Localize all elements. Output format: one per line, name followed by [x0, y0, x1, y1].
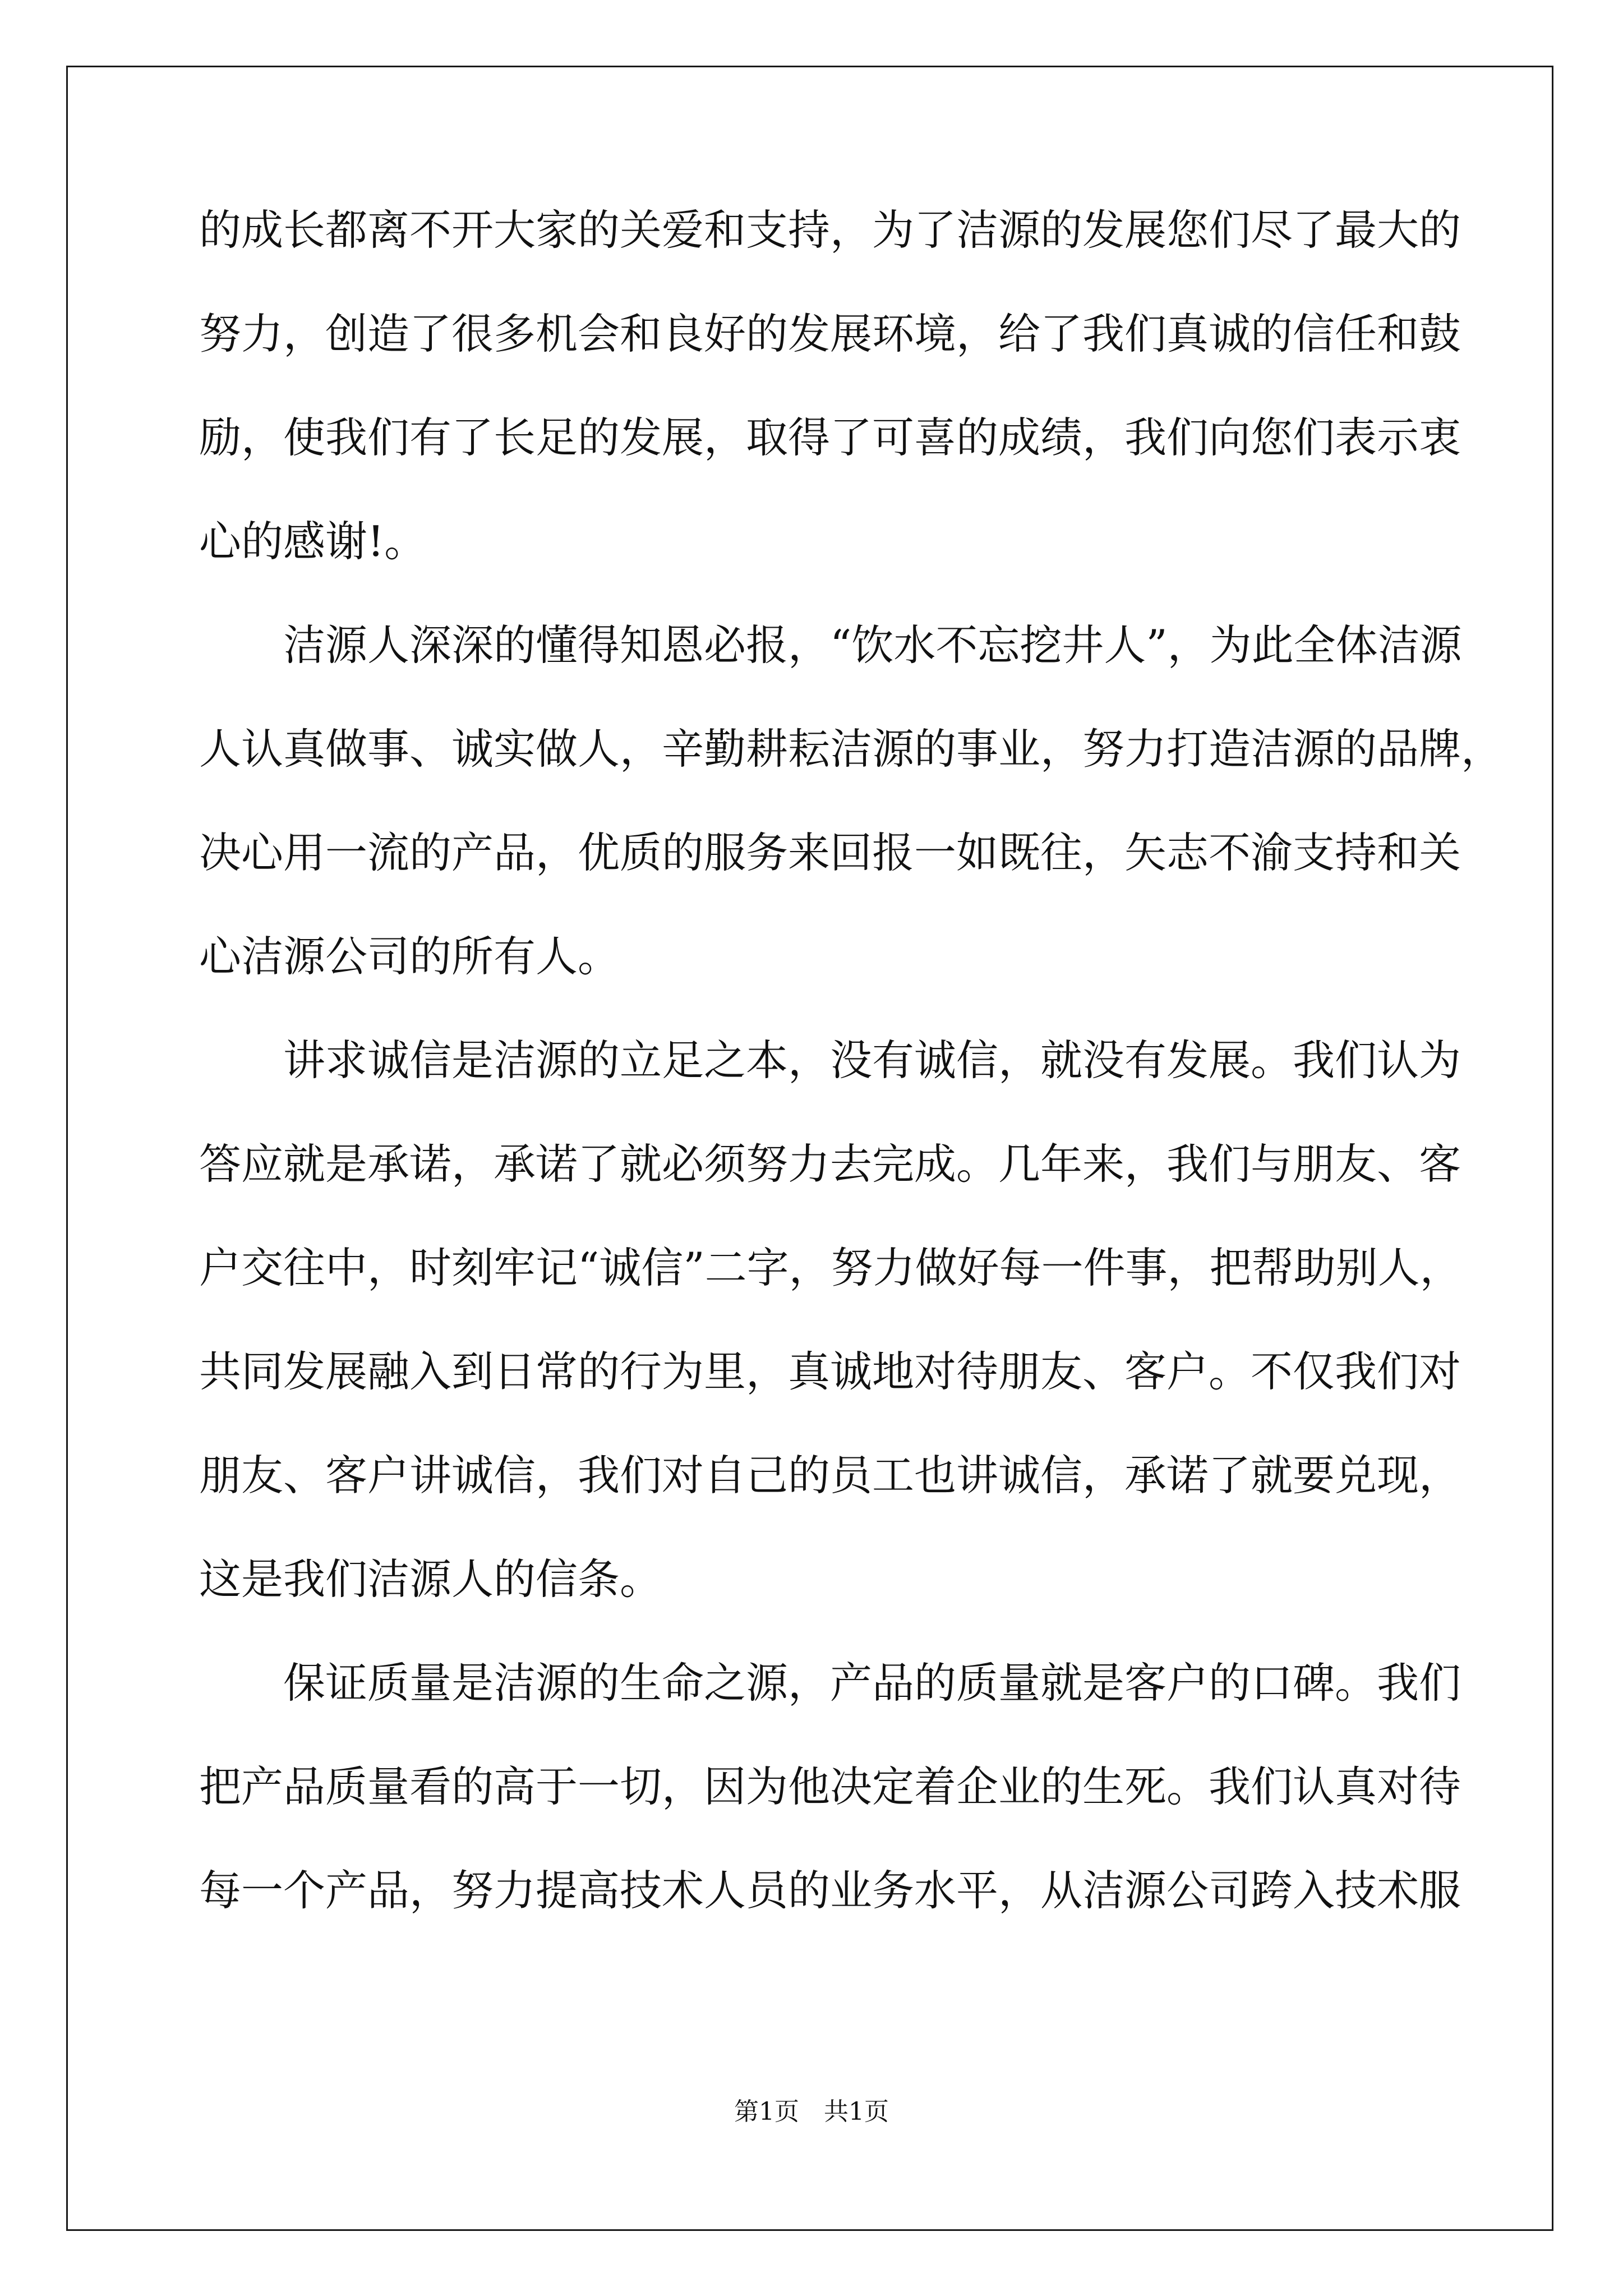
text-line: 共同发展融入到日常的行为里，真诚地对待朋友、客户。不仅我们对	[199, 1347, 1461, 1396]
text-line: 每一个产品，努力提高技术人员的业务水平，从洁源公司跨入技术服	[199, 1866, 1461, 1915]
text-line: 努力，创造了很多机会和良好的发展环境，给了我们真诚的信任和鼓	[199, 309, 1461, 358]
text-line: 户交往中，时刻牢记“诚信”二字，努力做好每一件事，把帮助别人，	[199, 1243, 1462, 1292]
text-line: 答应就是承诺，承诺了就必须努力去完成。几年来，我们与朋友、客	[199, 1139, 1461, 1189]
text-line: 决心用一流的产品，优质的服务来回报一如既往，矢志不渝支持和关	[199, 828, 1461, 877]
paragraph-first-line: 保证质量是洁源的生命之源，产品的质量就是客户的口碑。我们	[283, 1658, 1461, 1708]
paragraph-first-line: 讲求诚信是洁源的立足之本，没有诚信，就没有发展。我们认为	[283, 1036, 1461, 1085]
text-line: 这是我们洁源人的信条。	[199, 1554, 662, 1604]
text-line: 的成长都离不开大家的关爱和支持，为了洁源的发展您们尽了最大的	[199, 205, 1461, 255]
paragraph-first-line: 洁源人深深的懂得知恩必报，“饮水不忘挖井人”，为此全体洁源	[283, 620, 1462, 670]
text-line: 励，使我们有了长足的发展，取得了可喜的成绩，我们向您们表示衷	[199, 413, 1461, 462]
text-line: 朋友、客户讲诚信，我们对自己的员工也讲诚信，承诺了就要兑现，	[199, 1451, 1461, 1500]
text-line: 心洁源公司的所有人。	[199, 932, 620, 981]
text-line: 把产品质量看的高于一切，因为他决定着企业的生死。我们认真对待	[199, 1762, 1461, 1811]
page-number-footer: 第1页 共1页	[734, 2097, 889, 2126]
text-line: 心的感谢!。	[199, 517, 427, 566]
text-line: 人认真做事、诚实做人，辛勤耕耘洁源的事业，努力打造洁源的品牌，	[199, 724, 1504, 774]
